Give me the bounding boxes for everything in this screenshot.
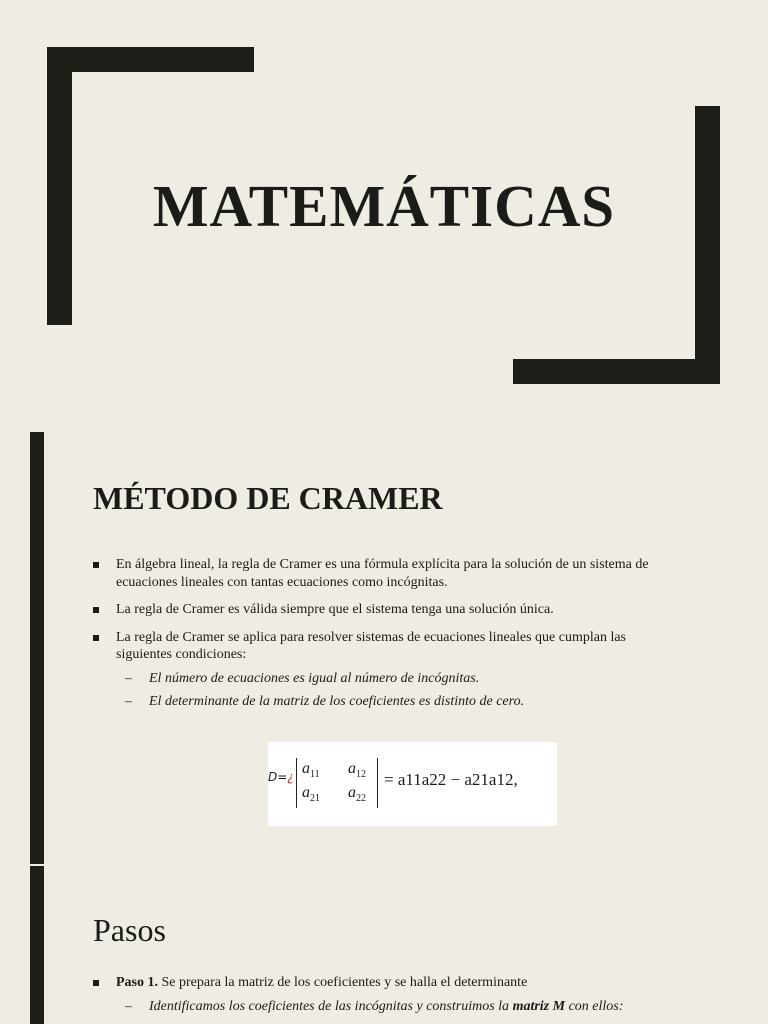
slide-heading: MÉTODO DE CRAMER <box>93 480 443 516</box>
steps-slide <box>0 864 768 1024</box>
sub-bullet-item: – El número de ecuaciones es igual al número de incógnitas. <box>93 670 683 688</box>
formula-rhs: = a11a22 − a21a12, <box>384 770 518 789</box>
formula-lhs: D=¿ <box>268 770 294 784</box>
slide-title: MATEMÁTICAS <box>152 173 616 239</box>
bullet-item: La regla de Cramer se aplica para resolver sistemas de ecuaciones lineales que cumplan las siguientes condiciones: <box>93 629 683 664</box>
determinant-formula <box>268 742 557 826</box>
step-label: Paso 1. <box>116 975 158 990</box>
matrix-cell-a11: $a_{11}$ <box>302 760 320 781</box>
step-text: Se prepara la matriz de los coeficientes y se halla el determinante <box>158 975 528 990</box>
cramer-slide <box>0 432 768 864</box>
frame-right-bar <box>695 106 720 384</box>
title-slide <box>0 0 768 432</box>
left-accent-bar <box>30 432 44 864</box>
matrix-cell-a12: $a_{12}$ <box>348 760 366 781</box>
bullet-list <box>93 556 683 711</box>
sub-bullet-item: – El determinante de la matriz de los coeficientes es distinto de cero. <box>93 693 683 711</box>
slide-heading: Pasos <box>93 912 166 948</box>
left-accent-bar <box>30 866 44 1024</box>
frame-bottom-bar <box>513 359 720 384</box>
matrix-right-bar <box>377 758 378 808</box>
bullet-item: En álgebra lineal, la regla de Cramer es una fórmula explícita para la solución de un sistema de ecuaciones lineales con tantas ecuaciones como incógnitas. <box>93 556 683 591</box>
step-item <box>93 974 713 992</box>
steps-list <box>93 974 713 1015</box>
matrix-left-bar <box>296 758 297 808</box>
bullet-item: La regla de Cramer es válida siempre que el sistema tenga una solución única. <box>93 601 683 619</box>
matrix-cell-a22: $a_{22}$ <box>348 784 366 805</box>
step-sub-item: – Identificamos los coeficientes de las incógnitas y construimos la matriz M con ellos: <box>93 998 713 1016</box>
frame-top-bar <box>47 47 254 72</box>
matrix-cell-a21: $a_{21}$ <box>302 784 320 805</box>
